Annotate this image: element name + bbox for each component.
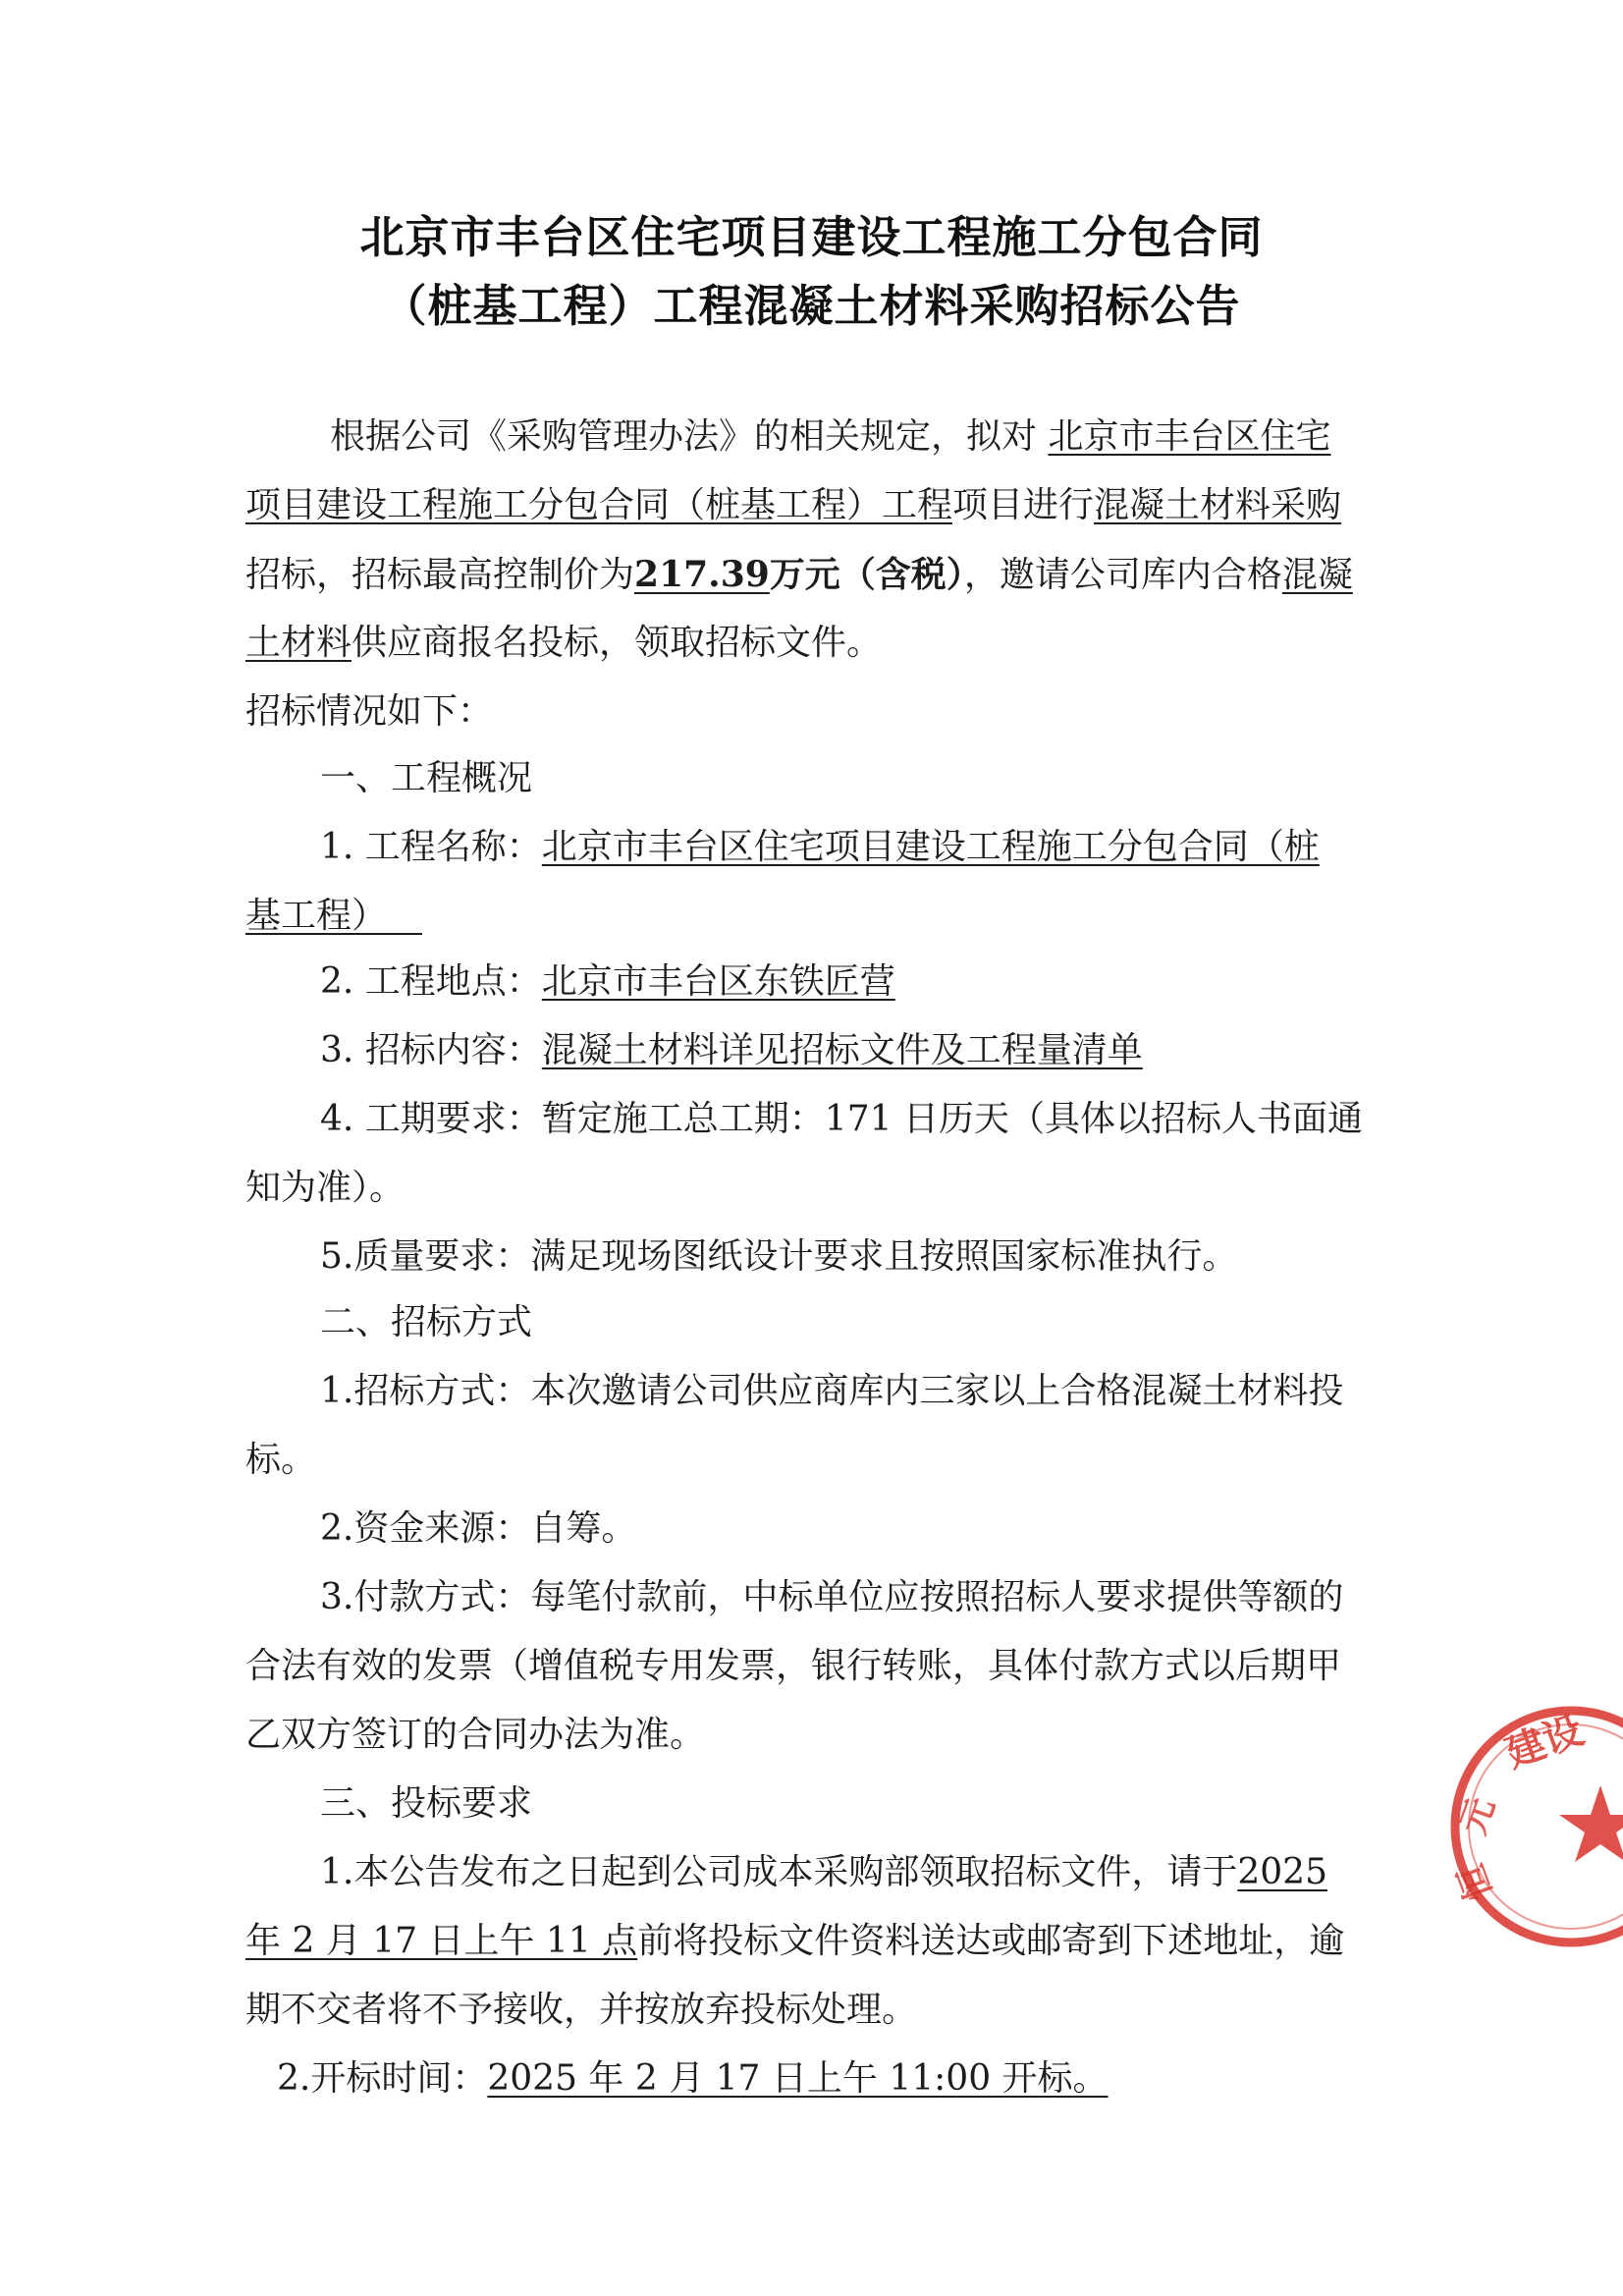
item-funding: 2.资金来源：自筹。 — [320, 1508, 637, 1549]
deadline-date: 年 2 月 17 日上午 11 点 — [245, 1921, 638, 1961]
item-tender-content — [320, 1026, 1498, 1075]
item-project-location — [320, 957, 1498, 1007]
underlined-text: 北京市丰台区住宅 — [1048, 416, 1331, 457]
intro-line: 招标情况如下： — [245, 691, 494, 732]
underlined-text: 混凝土材料采购 — [1094, 485, 1342, 525]
section-heading-1: 一、工程概况 — [320, 758, 533, 798]
text: ，邀请公司库内合格 — [963, 555, 1282, 595]
item-bid-deadline-cont: 期不交者将不予接收，并按放弃投标处理。 — [245, 1990, 918, 2030]
underlined-text: 混凝 — [1281, 555, 1353, 595]
item-payment-cont: 合法有效的发票（增值税专用发票，银行转账，具体付款方式以后期甲 — [245, 1646, 1342, 1686]
label: 3. 招标内容： — [320, 1030, 542, 1070]
item-opening-time — [277, 2054, 1455, 2104]
value: 2025 年 2 月 17 日上午 11:00 开标。 — [487, 2058, 1109, 2099]
max-price: 217.39 — [634, 554, 770, 595]
label: 2. 工程地点： — [320, 961, 542, 1002]
item-payment-cont: 乙双方签订的合同办法为准。 — [245, 1715, 706, 1755]
value: 北京市丰台区东铁匠营 — [541, 961, 895, 1002]
document-title-line-2: （桩基工程）工程混凝土材料采购招标公告 — [382, 280, 1241, 332]
item-duration: 4. 工期要求：暂定施工总工期：171 日历天（具体以招标人书面通 — [320, 1099, 1363, 1139]
company-seal-stamp — [1443, 1699, 1623, 1954]
paragraph-line — [245, 481, 1424, 530]
item-bid-deadline-cont — [245, 1917, 1424, 1966]
svg-text:建设: 建设 — [1499, 1707, 1590, 1777]
svg-text:恒: 恒 — [1450, 1859, 1501, 1906]
svg-text:元: 元 — [1452, 1792, 1503, 1840]
paragraph-line — [330, 412, 1508, 462]
item-bid-deadline — [320, 1848, 1498, 1897]
value: 混凝土材料详见招标文件及工程量清单 — [541, 1030, 1143, 1070]
label: 2.开标时间： — [277, 2058, 488, 2099]
paragraph-line — [245, 619, 1424, 668]
item-project-name — [320, 823, 1498, 872]
text: 前将投标文件资料送达或邮寄到下述地址，逾 — [637, 1921, 1345, 1961]
document-title-line-1: 北京市丰台区住宅项目建设工程施工分包合同 — [359, 211, 1264, 263]
value: 基工程） — [245, 896, 388, 936]
item-payment: 3.付款方式：每笔付款前，中标单位应按照招标人要求提供等额的 — [320, 1577, 1344, 1617]
item-tender-method-cont: 标。 — [245, 1440, 317, 1480]
paragraph-line — [245, 550, 1424, 600]
text: 项目进行 — [952, 485, 1095, 525]
text: 根据公司《采购管理办法》的相关规定，拟对 — [330, 416, 1038, 457]
text: 供应商报名投标，领取招标文件。 — [352, 623, 883, 663]
label: 1. 工程名称： — [320, 827, 542, 867]
text: 招标，招标最高控制价为 — [245, 555, 635, 595]
item-project-name-cont — [245, 892, 1424, 941]
price-unit: 万元（含税） — [769, 554, 964, 595]
section-heading-3: 三、投标要求 — [320, 1783, 533, 1824]
item-duration-cont: 知为准）。 — [245, 1168, 406, 1208]
item-tender-method: 1.招标方式：本次邀请公司供应商库内三家以上合格混凝土材料投 — [320, 1371, 1344, 1411]
underlined-text: 土材料 — [245, 623, 352, 663]
text: 1.本公告发布之日起到公司成本采购部领取招标文件，请于 — [320, 1852, 1238, 1892]
section-heading-2: 二、招标方式 — [320, 1302, 533, 1342]
deadline-year: 2025 — [1237, 1852, 1327, 1892]
value: 北京市丰台区住宅项目建设工程施工分包合同（桩 — [541, 827, 1320, 867]
item-quality: 5.质量要求：满足现场图纸设计要求且按照国家标准执行。 — [320, 1236, 1238, 1277]
underlined-text: 项目建设工程施工分包合同（桩基工程）工程 — [245, 485, 953, 525]
